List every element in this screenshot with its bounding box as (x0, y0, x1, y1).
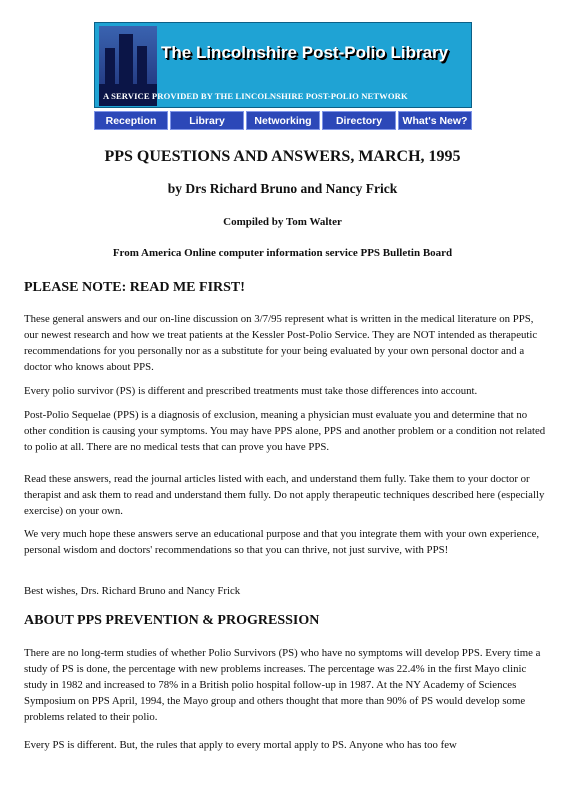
paragraph: Every PS is different. But, the rules that apply to every mortal apply to PS. Anyone who has too few (24, 739, 457, 751)
author-byline: by Drs Richard Bruno and Nancy Frick (167, 181, 398, 196)
nav-library-button[interactable]: Library (170, 111, 244, 130)
paragraph: Every polio survivor (PS) is different and prescribed treatments must take those differences into account. (24, 385, 478, 397)
paragraph: We very much hope these answers serve an educational purpose and that you integrate them with your own experience, personal wisdom and doctors' recommendations so that you can thrive, not just survive, with PPS! (24, 528, 540, 556)
nav-directory-button[interactable]: Directory (322, 111, 396, 130)
source-note: From America Online computer information service PPS Bulletin Board (112, 247, 453, 259)
nav-reception-button[interactable]: Reception (94, 111, 168, 130)
library-banner (94, 22, 472, 130)
banner-header[interactable] (94, 22, 472, 108)
paragraph: Post-Polio Sequelae (PPS) is a diagnosis of exclusion, meaning a physician must evaluate you and determine that no other condition is causing your symptoms. You may have PPS alone, PPS and another problem or a condition not related to polio at all. There are no medical tests that can prove you have PPS. (24, 409, 546, 453)
document-title: PPS QUESTIONS AND ANSWERS, MARCH, 1995 (104, 148, 461, 165)
section-heading-prevention-progression: ABOUT PPS PREVENTION & PROGRESSION (24, 613, 320, 628)
nav-whats-new-button[interactable]: What's New? (398, 111, 472, 130)
compiled-by: Compiled by Tom Walter (223, 216, 342, 228)
paragraph: There are no long-term studies of whether Polio Survivors (PS) who have no symptoms will develop PPS. Every time a study of PS is done, the percentage with new problems increases. The percentage was 22.4% in the first Mayo clinic study in 1982 and increased to 78% in a British polio hospital follow-up in 1987. At the NY Academy of Sciences Symposium on PPS April, 1994, the Mayo group and others thought that more than 90% of PS would develop some problems related to their polio. (24, 647, 541, 723)
banner-title: The Lincolnshire Post-Polio Library (161, 43, 449, 62)
nav-networking-button[interactable]: Networking (246, 111, 320, 130)
paragraph: Read these answers, read the journal articles listed with each, and understand them fully. Take them to your doctor or therapist and ask them to read and understand them fully. Do not apply therapeutic techniques described here (especially exercise) on your own. (24, 473, 545, 517)
section-heading-read-me-first: PLEASE NOTE: READ ME FIRST! (24, 280, 245, 295)
paragraph: These general answers and our on-line discussion on 3/7/95 represent what is written in the medical literature on PPS, our newest research and how we treat patients at the Kessler Post-Polio Service. They are NOT intended as therapeutic recommendations for you personally nor as a substitute for your being evaluated by your own personal doctor and a doctor who knows about PPS. (24, 313, 538, 373)
banner-subtitle: A SERVICE PROVIDED BY THE LINCOLNSHIRE POST-POLIO NETWORK (103, 91, 408, 101)
paragraph: Best wishes, Drs. Richard Bruno and Nancy Frick (24, 585, 241, 597)
nav-bar (94, 111, 472, 130)
